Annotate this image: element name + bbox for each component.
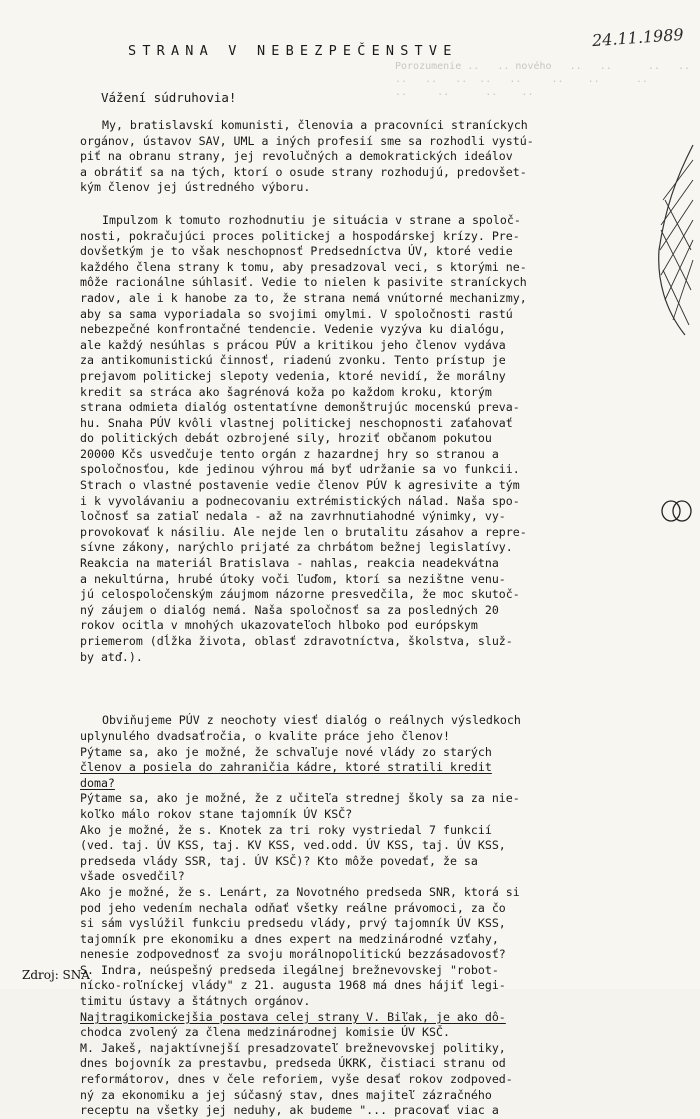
text-line: ločnosť sa zatiaľ nedala - až na zavrhnutiahodné výnimky, vy- bbox=[80, 509, 506, 524]
paragraph bbox=[80, 713, 640, 1118]
text-line: nosti, pokračujúci proces politickej a hospodárskej krízy. Pre- bbox=[80, 228, 520, 243]
text-line: tajomník pre ekonomiku a dnes expert na medzinárodné vzťahy, bbox=[80, 931, 499, 946]
text-line: i k vyvolávaniu a podnecovaniu extrémistických nálad. Naša spo- bbox=[80, 493, 520, 508]
text-line: S. Indra, neúspešný predseda ilegálnej brežnevovskej "robot- bbox=[80, 962, 499, 977]
text-line: 20000 Kčs usvedčuje tento orgán z hazardnej hry so stranou a bbox=[80, 446, 499, 461]
text-line: provokovať k násiliu. Ale nejde len o brutalitu zásahov a repre- bbox=[80, 524, 527, 539]
text-line: M. Jakeš, najaktívnejší presadzovateľ brežnevovskej politiky, bbox=[80, 1040, 506, 1055]
text-line: ný záujem o dialóg nemá. Naša spoločnosť sa za posledných 20 bbox=[80, 602, 499, 617]
text-line bbox=[80, 665, 640, 681]
text-line: hu. Snaha PÚV kvôli vlastnej politickej neschopnosti zaťahovať bbox=[80, 415, 513, 430]
text-line bbox=[80, 681, 640, 697]
text-line: kredit sa stráca ako šagrénová koža po každom kroku, ktorým bbox=[80, 384, 492, 399]
text-line: jú celospoločenským záujmom názorne presvedčila, že moc skutoč- bbox=[80, 587, 520, 602]
text-line: spoločnosťou, kde jedinou výhrou má byť udržanie sa vo funkcii. bbox=[80, 462, 520, 477]
text-line: uplynulého dvadsaťročia, o kvalite práce jeho členov! bbox=[80, 728, 450, 743]
text-line: všade osvedčil? bbox=[80, 869, 185, 884]
text-line: orgánov, ústavov SAV, UML a iných profesií sme sa rozhodli vystú- bbox=[80, 133, 534, 148]
text-line: reformátorov, dnes v čele reforiem, vyše desať rokov zodpoved- bbox=[80, 1072, 513, 1087]
text-line: sívne zákony, narýchlo prijaté za chrbátom bežnej legislatívy. bbox=[80, 540, 513, 555]
text-line: kým členov jej ústredného výboru. bbox=[80, 180, 311, 195]
text-line: si sám vyslúžil funkciu predsedu vlády, prvý tajomník ÚV KSS, bbox=[80, 916, 506, 931]
text-line: koľko málo rokov stane tajomník ÚV KSČ? bbox=[80, 806, 353, 821]
text-line: priemerom (dĺžka života, oblasť zdravotníctva, školstva, služ- bbox=[80, 634, 513, 648]
text-line: nenesie zodpovednosť za svoju morálnopolitickú bezzásadovosť? bbox=[80, 947, 506, 962]
text-line: Ako je možné, že s. Lenárt, za Novotného predseda SNR, ktorá si bbox=[80, 884, 520, 899]
source-credit: Zdroj: SNA bbox=[22, 968, 90, 982]
text-line: Najtragikomickejšia postava celej strany V. Biľak, je ako dô- bbox=[80, 1009, 506, 1024]
text-line: timitu ústavy a štátnych orgánov. bbox=[80, 994, 311, 1009]
text-line: doma? bbox=[80, 775, 115, 790]
text-line: dnes bojovník za prestavbu, predseda ÚKRK, čistiaci stranu od bbox=[80, 1056, 506, 1071]
handwritten-date: 24.11.1989 bbox=[591, 24, 685, 51]
text-line: (ved. taj. ÚV KSS, taj. KV KSS, ved.odd. ÚV KSS, taj. ÚV KSS, bbox=[80, 838, 506, 853]
text-line: Strach o vlastné postavenie vedie členov PÚV k agresivite a tým bbox=[80, 478, 520, 493]
text-line: za antikomunistickú činnosť, riadenú zvonku. Tento prístup je bbox=[80, 353, 506, 368]
margin-circles-icon bbox=[660, 498, 694, 524]
text-line: môže racionálne súhlasiť. Vedie to nielen k pasivite straníckych bbox=[80, 275, 527, 290]
text-line: piť na obranu strany, jej revolučných a demokratických ideálov bbox=[80, 149, 513, 164]
text-line: receptu na všetky jej neduhy, ak budeme "... pracovať viac a bbox=[80, 1103, 499, 1118]
text-line: chodca zvolený za člena medzinárodnej komisie ÚV KSČ. bbox=[80, 1025, 450, 1040]
text-line: predseda vlády SSR, taj. ÚV KSČ)? Kto môže povedať, že sa bbox=[80, 853, 478, 868]
text-line: dovšetkým je to však neschopnosť Predsedníctva ÚV, ktoré vedie bbox=[80, 244, 513, 259]
letter-body bbox=[80, 118, 640, 1119]
text-line: aby sa sama vyporiadala so svojimi omylmi. V spoločnosti rastú bbox=[80, 306, 513, 321]
paragraph bbox=[80, 213, 640, 696]
text-line: My, bratislavskí komunisti, členovia a pracovníci straníckych bbox=[102, 118, 528, 132]
document-title: STRANA V NEBEZPEČENSTVE bbox=[128, 43, 458, 59]
text-line: nícko-roľníckej vlády" z 21. augusta 1968 má dnes hájiť legi- bbox=[80, 978, 506, 993]
text-line: rokov ocitla v mnohých ukazovateľoch hlboko pod európskym bbox=[80, 618, 478, 633]
text-line: pod jeho vedením nechala odňať všetky reálne právomoci, za čo bbox=[80, 900, 506, 915]
text-line: každého člena strany k tomu, aby presadzoval veci, s ktorými ne- bbox=[80, 259, 527, 274]
greeting: Vážení súdruhovia! bbox=[101, 90, 237, 105]
text-line: do politických debát ozbrojené sily, hroziť občanom pokutou bbox=[80, 431, 492, 446]
text-line: Reakcia na materiál Bratislava - nahlas, reakcia neadekvátna bbox=[80, 556, 499, 571]
text-line: nebezpečné konfrontačné tendencie. Vedenie vyzýva ku dialógu, bbox=[80, 322, 506, 337]
text-line: prejavom politickej slepoty vedenia, ktoré nevidí, že morálny bbox=[80, 368, 506, 383]
text-line: Ako je možné, že s. Knotek za tri roky vystriedal 7 funkcií bbox=[80, 822, 492, 837]
text-line: ale každý nesúhlas s prácou PÚV a kritikou jeho členov vydáva bbox=[80, 337, 506, 352]
text-line: radov, ale i k hanobe za to, že strana nemá vnútorné mechanizmy, bbox=[80, 290, 527, 305]
text-line: Obviňujeme PÚV z neochoty viesť dialóg o reálnych výsledkoch bbox=[102, 713, 521, 728]
margin-doodle-icon bbox=[655, 140, 695, 340]
text-line: Pýtame sa, ako je možné, že z učiteľa strednej školy sa za nie- bbox=[80, 791, 520, 806]
text-line: strana odmieta dialóg ostentatívne demonštrujúc mocenskú preva- bbox=[80, 400, 520, 415]
text-line: by atď.). bbox=[80, 649, 143, 664]
text-line: Pýtame sa, ako je možné, že schvaľuje nové vlády zo starých bbox=[80, 744, 492, 759]
text-line: a obrátiť sa na tých, ktorí o osude strany rozhodujú, predovšet- bbox=[80, 164, 527, 179]
text-line: členov a posiela do zahraničia kádre, ktoré stratili kredit bbox=[80, 760, 492, 775]
text-line: Impulzom k tomuto rozhodnutiu je situácia v strane a spoloč- bbox=[102, 212, 521, 227]
paragraph bbox=[80, 118, 640, 196]
bleed-through-text: Porozumenie .. .. nového .. .. .. .. .. .. .. .. .. .. .. .. .. .. .. .. bbox=[395, 61, 691, 98]
text-line: a nekultúrna, hrubé útoky voči ľuďom, ktorí sa nezištne venu- bbox=[80, 571, 506, 586]
text-line: ný za ekonomiku a jej súčasný stav, dnes majiteľ zázračného bbox=[80, 1087, 492, 1102]
